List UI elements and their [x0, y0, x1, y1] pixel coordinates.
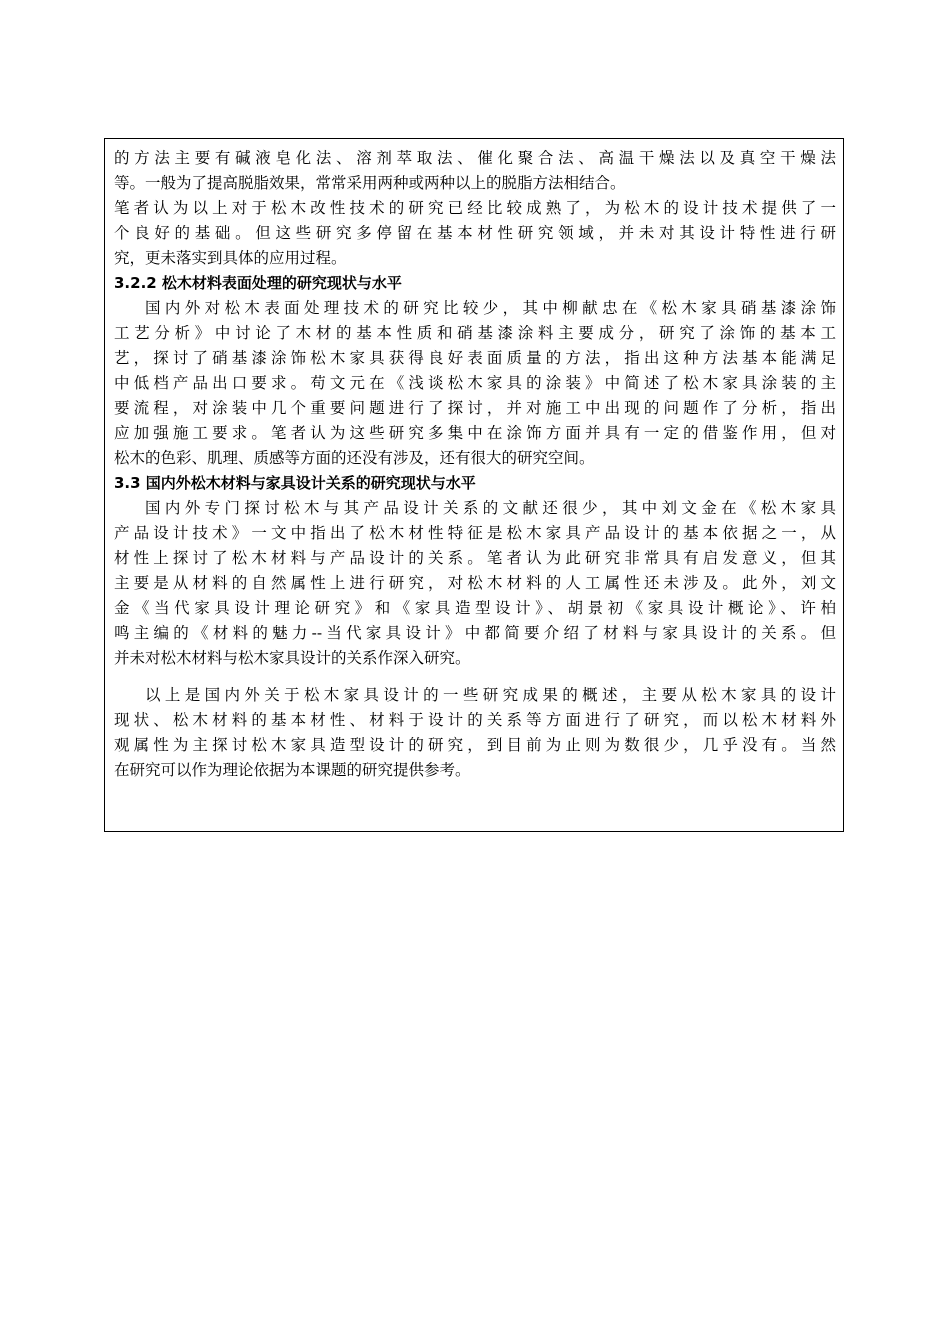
text-line: 鸣主编的《材料的魅力--当代家具设计》中都简要介绍了材料与家具设计的关系。但: [114, 624, 836, 642]
text-line: 笔者认为以上对于松木改性技术的研究已经比较成熟了，为松木的设计技术提供了一: [114, 199, 836, 217]
text-line: 观属性为主探讨松木家具造型设计的研究，到目前为止则为数很少，几乎没有。当然: [114, 736, 836, 754]
section-heading-3-3: 3.3 国内外松木材料与家具设计关系的研究现状与水平: [114, 474, 476, 492]
text-line: 松木的色彩、肌理、质感等方面的还没有涉及，还有很大的研究空间。: [114, 449, 595, 467]
text-line: 等。一般为了提高脱脂效果，常常采用两种或两种以上的脱脂方法相结合。: [114, 174, 626, 192]
text-line: 以上是国内外关于松木家具设计的一些研究成果的概述，主要从松木家具的设计: [145, 686, 836, 704]
text-line: 主要是从材料的自然属性上进行研究，对松木材料的人工属性还未涉及。此外，刘文: [114, 574, 836, 592]
text-line: 现状、松木材料的基本材性、材料于设计的关系等方面进行了研究，而以松木材料外: [114, 711, 836, 729]
paragraph-spacer: [114, 671, 836, 683]
paragraph-degreasing-methods: [114, 146, 836, 196]
text-line: 金《当代家具设计理论研究》和《家具造型设计》、胡景初《家具设计概论》、许柏: [114, 599, 836, 617]
text-line: 并未对松木材料与松木家具设计的关系作深入研究。: [114, 649, 471, 667]
text-line: 在研究可以作为理论依据为本课题的研究提供参考。: [114, 761, 471, 779]
text-line: 材性上探讨了松木材料与产品设计的关系。笔者认为此研究非常具有启发意义，但其: [114, 549, 836, 567]
text-line: 应加强施工要求。笔者认为这些研究多集中在涂饰方面并具有一定的借鉴作用，但对: [114, 424, 836, 442]
text-line: 个良好的基础。但这些研究多停留在基本材性研究领域，并未对其设计特性进行研: [114, 224, 836, 242]
text-line: 中低档产品出口要求。苟文元在《浅谈松木家具的涂装》中简述了松木家具涂装的主: [114, 374, 836, 392]
text-line: 要流程，对涂装中几个重要问题进行了探讨，并对施工中出现的问题作了分析，指出: [114, 399, 836, 417]
text-line: 究，更未落实到具体的应用过程。: [114, 249, 347, 267]
document-body: [114, 146, 836, 783]
text-line: 的方法主要有碱液皂化法、溶剂萃取法、催化聚合法、高温干燥法以及真空干燥法: [114, 149, 836, 167]
text-line: 产品设计技术》一文中指出了松木材性特征是松木家具产品设计的基本依据之一，从: [114, 524, 836, 542]
section-heading-3-2-2: 3.2.2 松木材料表面处理的研究现状与水平: [114, 274, 402, 292]
paragraph-summary: [114, 683, 836, 783]
text-line: 工艺分析》中讨论了木材的基本性质和硝基漆涂料主要成分，研究了涂饰的基本工: [114, 324, 836, 342]
text-line: 国内外对松木表面处理技术的研究比较少，其中柳献忠在《松木家具硝基漆涂饰: [145, 299, 836, 317]
paragraph-material-design-relation: [114, 496, 836, 671]
paragraph-surface-treatment: [114, 296, 836, 471]
paragraph-author-opinion-modification: [114, 196, 836, 271]
text-line: 国内外专门探讨松木与其产品设计关系的文献还很少，其中刘文金在《松木家具: [145, 499, 836, 517]
text-line: 艺，探讨了硝基漆涂饰松木家具获得良好表面质量的方法，指出这种方法基本能满足: [114, 349, 836, 367]
